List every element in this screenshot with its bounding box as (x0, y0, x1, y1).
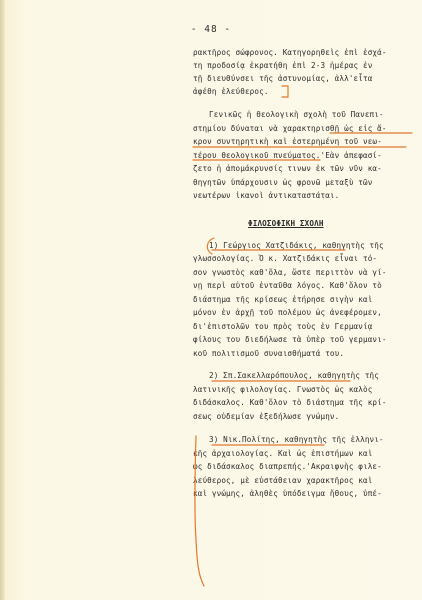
entry-first-line: 2) Σπ.Σακελλαρόπουλος, καθηγητὴς τῆς (209, 371, 379, 380)
text-line: κρον συντηρητικὴ καὶ ἐστερημένη τοῦ νεω- (193, 137, 382, 146)
text-line: σεως οὐδεμίαν ἐξεδήλωσε γνώμην. (193, 412, 340, 421)
text-line: νεωτέρων ἱκανοὶ ἀντικαταστάται. (193, 191, 340, 200)
text-line: Γενικῶς ἡ θεολογικὴ σχολὴ τοῦ Πανεπι- (209, 110, 384, 119)
text-line: μόνον ἐν ἀρχῇ τοῦ πολέμου ὡς ἀνεφέρομεν, (193, 308, 382, 317)
section-heading: ΦΙΛΟΣΟΦΙΚΗ ΣΧΟΛΗ (248, 219, 324, 228)
text-line: νῃ περὶ αὐτοῦ ἐνταῦθα λόγος. Καθ'ὅλον τὸ (193, 281, 382, 290)
text-line: στημίου δύναται νὰ χαρακτηρισθῇ ὡς εἰς ἄ- (193, 124, 387, 133)
text-line: λεύθερος, μὲ εὐστάθειαν χαρακτῆρος καὶ (193, 476, 373, 485)
text-line: ἀφέθη ἐλεύθερος. (193, 87, 269, 96)
entry-first-line: 1) Γεώργιος Χατζιδάκις, καθηγητὴς τῆς (209, 241, 384, 250)
page-edge (0, 0, 5, 600)
text-line: διδάσκαλος. Καθ'ὅλον τὸ διάστημα τῆς κρί- (193, 398, 387, 407)
text-line: τη προδοσίᾳ ἐκρατήθη ἐπὶ 2-3 ἡμέρας ἐν (193, 61, 373, 70)
text-line: λατινικῆς φιλολογίας. Γνωστὸς ὡς καλὸς (193, 385, 373, 394)
text-line: τῇ διευθύνσει τῆς ἀστυνομίας, ἀλλ'εἶτα (193, 74, 373, 83)
page-number: - 48 - (190, 24, 232, 35)
text-line: δι'ἐπιστολῶν του πρὸς τοὺς ἐν Γερμανίᾳ (193, 322, 373, 331)
text-line: τέρου θεολογικοῦ πνεύματος.'Εὰν ἀπεφασί- (193, 151, 382, 160)
text-line: ζετο ἡ ἀπομάκρυνσίς τινων ἐκ τῶν νῦν κα- (193, 164, 382, 173)
entry-first-line: 3) Νικ.Πολίτης, καθηγητὴς τῆς ἑλληνι- (209, 435, 384, 444)
text-line: φίλους του διεδήλωσε τὰ ὑπὲρ τοῦ γερμανι- (193, 335, 387, 344)
text-line: ρακτῆρος σώφρονος. Κατηγορηθεὶς ἐπὶ ἐσχά- (193, 48, 387, 57)
text-line: σον γνωστὸς καθ'ὅλα, ὥστε περιττὸν νὰ γί- (193, 268, 387, 277)
text-line: θηγητῶν ὑπάρχουσιν ὡς φρονῶ μεταξὺ τῶν (193, 178, 373, 187)
text-line: καὶ γνώμης, ἀληθὲς ὑπόδειγμα ἤθους, ὑπέ- (193, 489, 382, 498)
text-line: διάστημα τῆς κρίσεως ἐτήρησε σιγὴν καὶ (193, 295, 373, 304)
text-line: κοῦ πολιτισμοῦ συναισθήματά του. (193, 349, 345, 358)
text-line: ὡς διδάσκαλος διαπρεπής.'Ακραιφνὴς φιλε- (193, 462, 382, 471)
text-line: κῆς ἀρχαιολογίας. Καὶ ὡς ἐπιστήμων καὶ (193, 449, 373, 458)
text-line: γλωσσολογίας. Ὁ κ. Χατζιδάκις εἶναι τό- (193, 254, 378, 263)
